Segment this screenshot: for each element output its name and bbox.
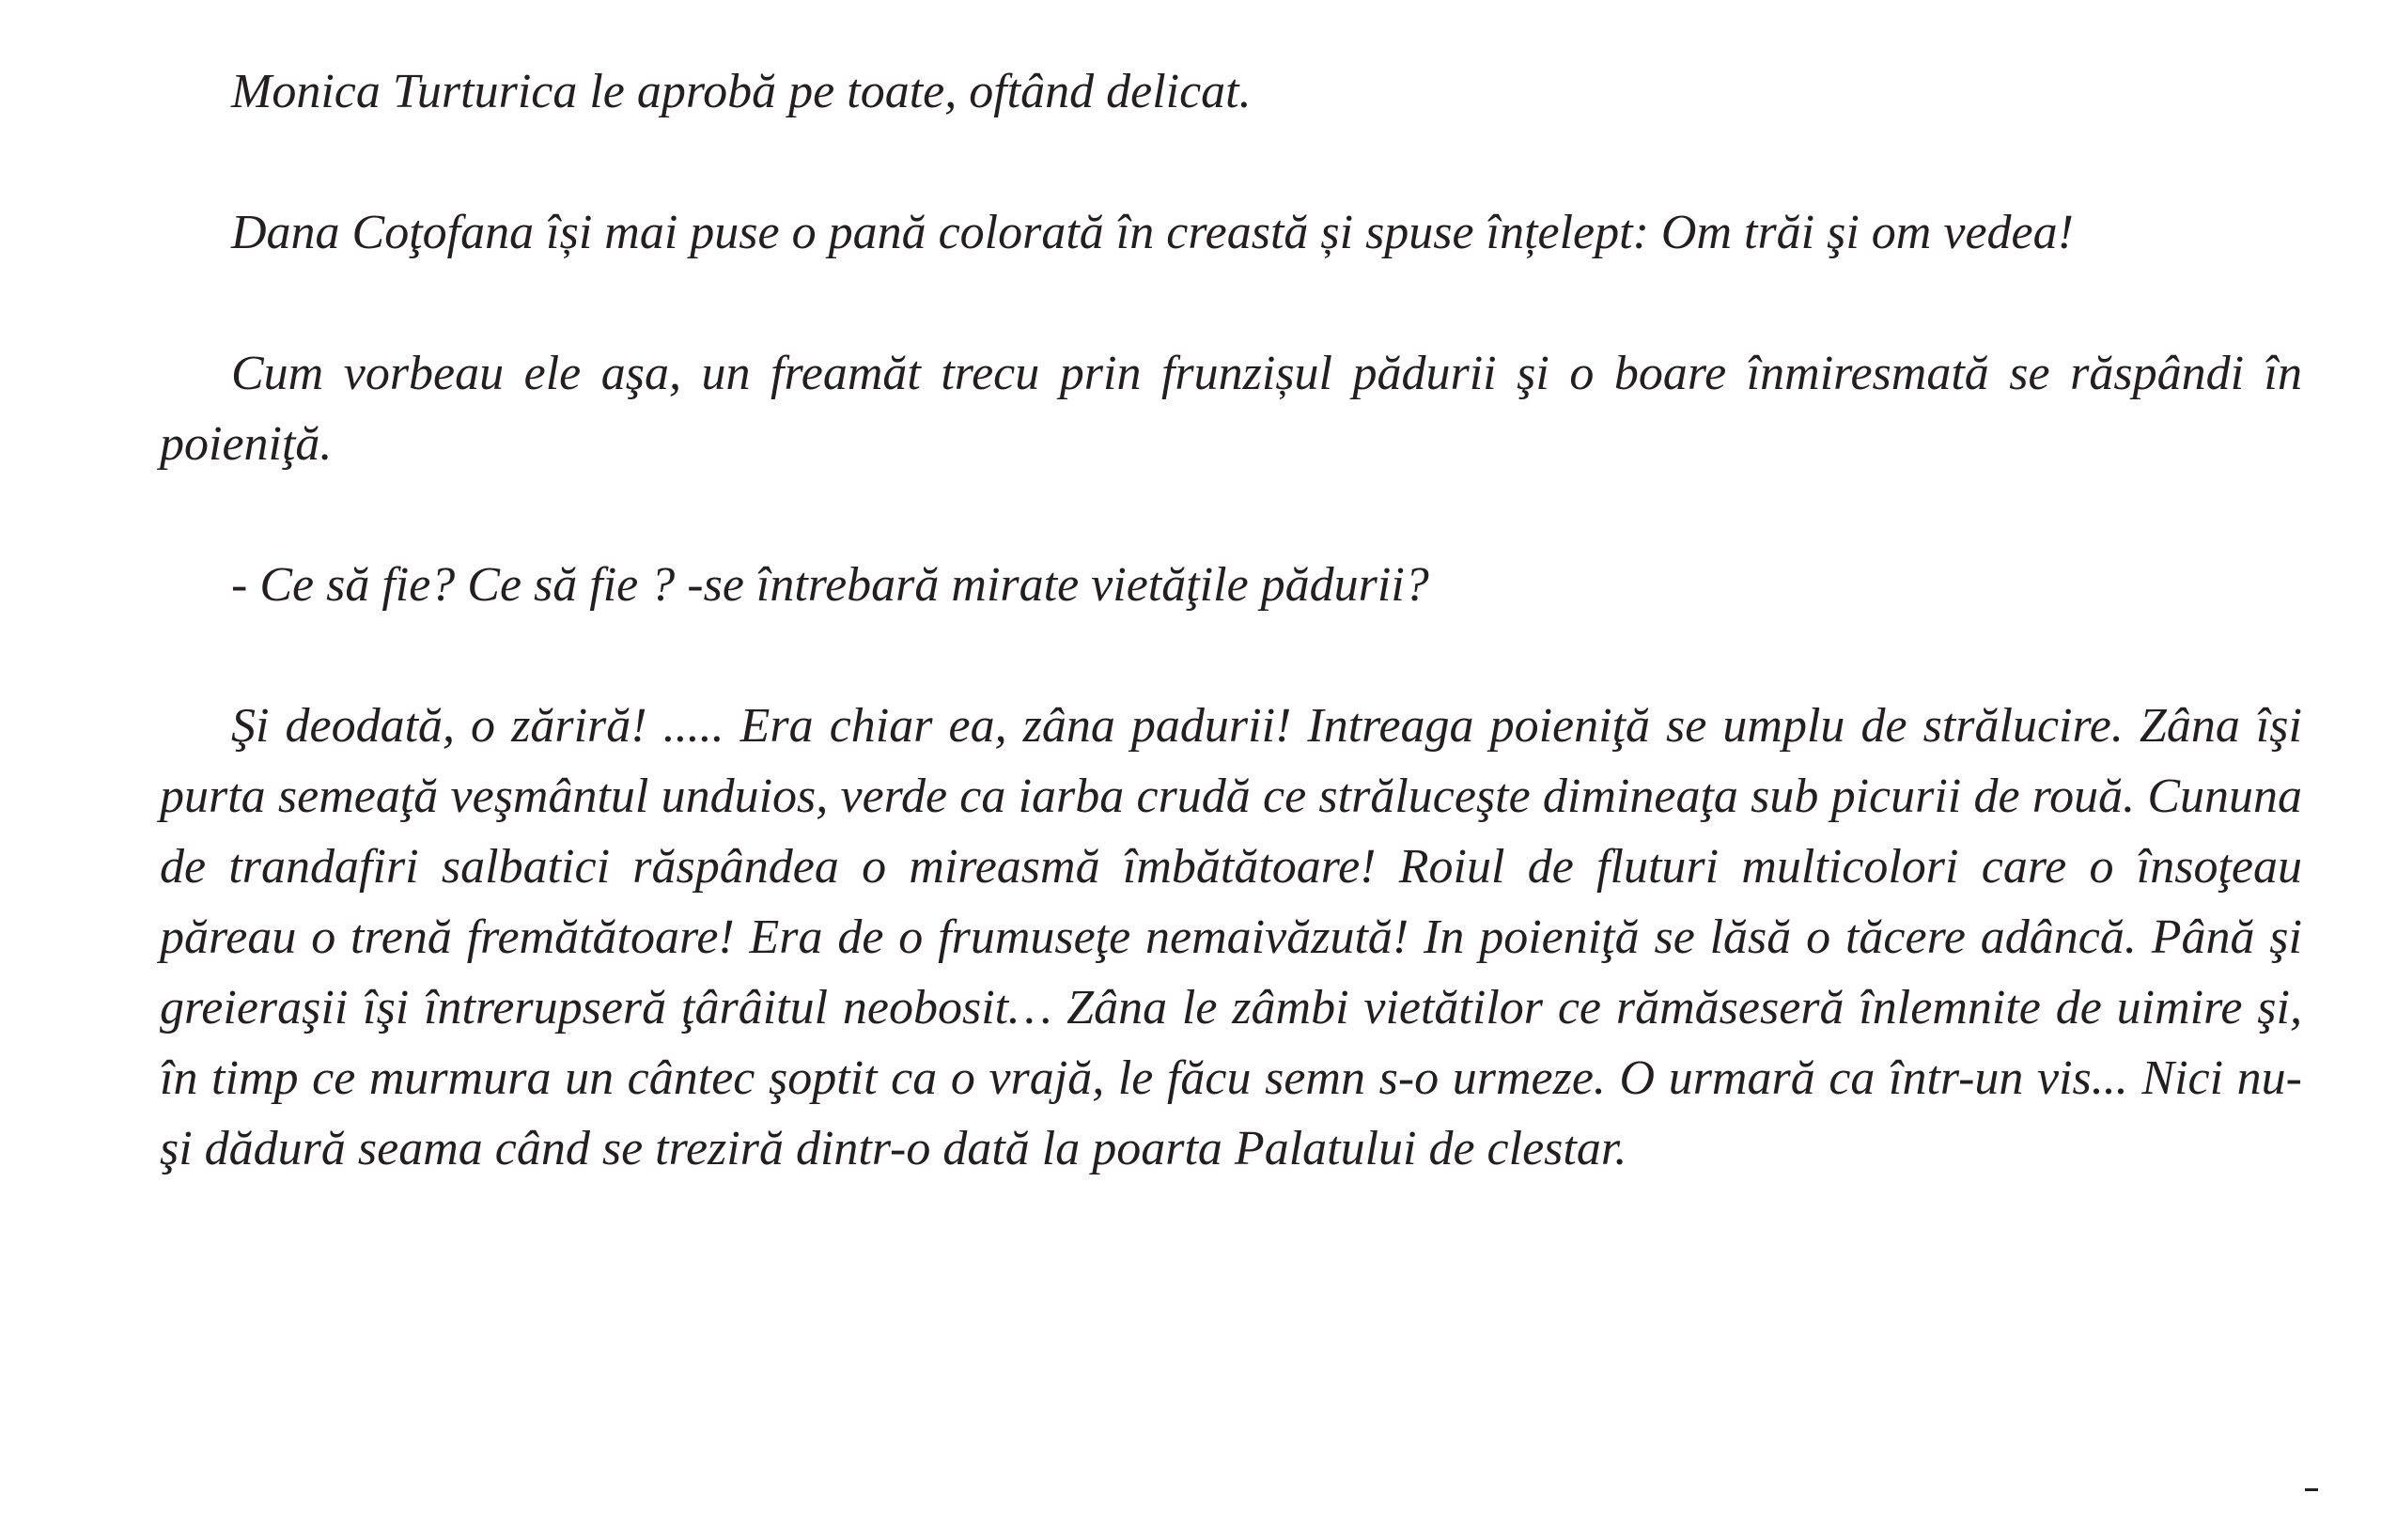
story-page: [160, 56, 2302, 1184]
paragraph-dana: Dana Coţofana își mai puse o pană colorată în creastă și spuse înțelept: Om trăi şi om vedea!: [231, 206, 2074, 259]
paragraph-monica: Monica Turturica le aprobă pe toate, oftând delicat.: [231, 65, 1252, 118]
paragraph-zana: Şi deodată, o zăriră! ..... Era chiar ea, zâna padurii! Intreaga poieniţă se umplu de strălucire. Zâna îşi purta semeaţă veşmântul unduios, verde ca iarba crudă ce străluceşte dimineaţa sub picurii de rouă. Cununa de trandafiri salbatici răspândea o mireasmă îmbătătoare! Roiul de fluturi multicolori care o însoţeau păreau o trenă fremătătoare! Era de o frumuseţe nemaivăzută! In poieniţă se lăsă o tăcere adâncă. Până şi greieraşii îşi întrerupseră ţârâitul neobosit… Zâna le zâmbi vietătilor ce rămăseseră înlemnite de uimire şi, în timp ce murmura un cântec şoptit ca o vrajă, le făcu semn s-o urmeze. O urmară ca într-un vis... Nici nu-şi dădură seama când se treziră dintr-o dată la poarta Palatului de clestar.: [160, 699, 2302, 1175]
paragraph-freamat: Cum vorbeau ele aşa, un freamăt trecu prin frunzișul pădurii şi o boare înmiresmată se răspândi în poieniţă.: [160, 347, 2302, 471]
paragraph-dialogue: - Ce să fie? Ce să fie ? -se întrebară mirate vietăţile pădurii?: [231, 558, 1429, 612]
page-corner-mark: [2305, 1488, 2318, 1491]
